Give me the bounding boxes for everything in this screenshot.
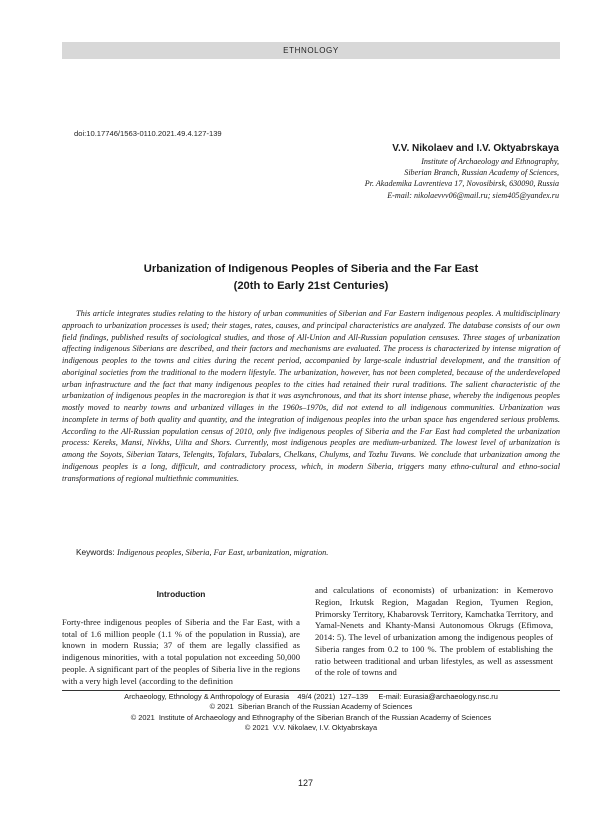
keywords <box>76 547 556 557</box>
footer-divider <box>62 690 560 691</box>
doi-link[interactable]: doi:10.17746/1563-0110.2021.49.4.127-139 <box>74 129 222 138</box>
footer-journal-line: Archaeology, Ethnology & Anthropology of Eurasia 49/4 (2021) 127–139 E-mail: Eurasia@archaeology.nsc.ru <box>124 692 498 701</box>
footer-copyright: © 2021 Siberian Branch of the Russian Academy of Sciences <box>209 702 413 712</box>
page-number: 127 <box>297 778 314 788</box>
section-heading-introduction: Introduction <box>156 589 206 599</box>
affiliation-address: Pr. Akademika Lavrentieva 17, Novosibirsk, 630090, Russia <box>364 179 559 189</box>
body-column-left <box>62 589 300 687</box>
abstract-text: This article integrates studies relating to the history of urban communities of Siberian and Far Eastern indigenous peoples. A multidisciplinary approach to urbanization processes is used; their stages, rates, causes, and principal characteristics are analyzed. The database consists of our own field findings, published results of sociological studies, and those of All-Union and All-Russian population censuses. Three stages of urbanization affecting indigenous Siberians are described, and their factors and mechanisms are evaluated. The process is characterized by intense migration of indigenous peoples to the towns and cities during the recent period, accompanied by large-scale industrial development, and the transition of aboriginal societies from the traditional to the modern lifestyle. The urbanization, however, has not been completed, because of the underdeveloped urban infrastructure and the fact that many indigenous peoples to the cities had retained their rural traditions. The salient characteristic of the urbanization of indigenous peoples in the macroregion is that it was asynchronous, and that its short intense phase, whereby the indigenous peoples mostly moved to nearby towns and urbanized villages in the 1960s–1970s, did not extend to all indigenous communities. Urbanization was incomplete in terms of both quality and quantity, and the integration of indigenous peoples into the urban space has engendered serious problems. According to the All-Russian population census of 2010, only five indigenous peoples of Siberia and the Far East had completed the urbanization process: Kereks, Mansi, Nivkhs, Uilta and Shors. Currently, most indigenous peoples are medium-urbanized. The lowest level of urbanization is among the Soyots, Siberian Tatars, Telengits, Tofalars, Tubalars, Chelkans, Chulyms, and Tozhu Tuvans. We conclude that urbanization among the indigenous peoples is a long, difficult, and contradictory process, which, in modern Siberia, triggers many ethno-cultural and ethno-social transformations of regional multiethnic communities. <box>62 309 560 483</box>
footer-copyright: © 2021 Institute of Archaeology and Ethnography of the Siberian Branch of the Russian Academy of Sciences <box>130 712 492 722</box>
keywords-text: Indigenous peoples, Siberia, Far East, urbanization, migration. <box>117 548 329 557</box>
article-title <box>62 261 560 294</box>
affiliation-line: Institute of Archaeology and Ethnography, <box>421 157 559 166</box>
section-header: ETHNOLOGY <box>62 42 560 59</box>
body-column-right <box>315 585 553 679</box>
body-paragraph: and calculations of economists) of urbanization: in Kemerovo Region, Irkutsk Region, Magadan Region, Tyumen Region, Primorsky Territory, Khabarovsk Territory, Kamchatka Territory, and Yamal-Nenets and Khanty-Mansi Autonomous Okrugs (Efimova, 2014: 5). The level of urbanization among the indigenous peoples of Siberia ranges from 0.2 to 100 %. The problem of establishing the ratio between traditional and urban lifestyles, as well as assessment of the role of towns and <box>315 585 553 678</box>
author-names: V.V. Nikolaev and I.V. Oktyabrskaya <box>392 143 559 154</box>
footer <box>62 692 560 734</box>
abstract <box>62 308 560 484</box>
author-emails[interactable]: E-mail: nikolaevvv06@mail.ru; siem405@yandex.ru <box>387 190 559 200</box>
keywords-label: Keywords: <box>76 547 115 557</box>
article-title-line: Urbanization of Indigenous Peoples of Siberia and the Far East <box>143 263 479 275</box>
article-title-line: (20th to Early 21st Centuries) <box>233 279 389 292</box>
author-block <box>239 143 559 201</box>
footer-copyright: © 2021 V.V. Nikolaev, I.V. Oktyabrskaya <box>244 723 378 733</box>
affiliation-line: Siberian Branch, Russian Academy of Sciences, <box>404 168 559 178</box>
body-paragraph: Forty-three indigenous peoples of Siberia and the Far East, with a total of 1.6 million people (1.1 % of the population in Russia), are known in modern Russia; 37 of them are legally classified as indigenous minorities, with a total population not exceeding 50,000 people. A significant part of the peoples of Siberia live in the regions with a very high level (according to the definition <box>62 616 300 686</box>
